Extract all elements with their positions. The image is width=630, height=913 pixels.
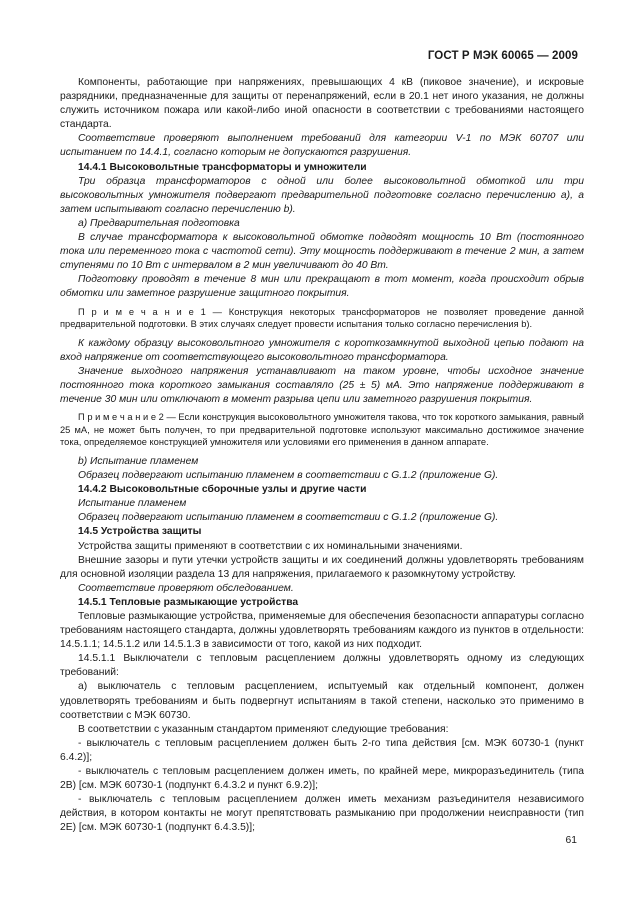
note [60, 306, 584, 331]
list-item: - выключатель с тепловым расцеплением должен иметь, по крайней мере, микроразъединитель (типа 2В) [см. МЭК 60730-1 (подпункт 6.4.3.2 и пункт 6.9.2)]; [60, 766, 584, 792]
paragraph: Компоненты, работающие при напряжениях, превышающих 4 кВ (пиковое значение), и искровые разрядники, предназначенные для защиты от перенапряжений, если в 20.1 нет иного указания, не должны служить источником пожара или какой-либо иной опасности в соответствии с требованиями настоящего стандарта. [60, 77, 584, 131]
section-heading: 14.5.1 Тепловые размыкающие устройства [78, 596, 299, 608]
note-text: — Если конструкция высоковольтного умножителя такова, что ток короткого замыкания, равный 25 мА, не может быть получен, то при предварительной подготовке используют максимально достижимое значение тока, определяемое конструкцией умножителя или условиями его применения в данном аппарате. [60, 412, 584, 448]
paragraph: Три образца трансформаторов с одной или более высоковольтной обмоткой или три высоковольтных умножителя подвергают предварительной подготовке согласно перечислению а), а затем испытывают согласно перечислению b). [60, 175, 584, 215]
section-heading: 14.4.1 Высоковольтные трансформаторы и умножители [78, 161, 367, 173]
paragraph: Подготовку проводят в течение 8 мин или прекращают в тот момент, когда происходит обрыв обмотки или заметное разрушение защитного покрытия. [60, 274, 584, 300]
section-heading: 14.4.2 Высоковольтные сборочные узлы и другие части [78, 484, 367, 496]
paragraph: 14.5.1.1 Выключатели с тепловым расцеплением должны удовлетворять одному из следующих требований: [60, 653, 584, 679]
note [60, 411, 584, 449]
page-number: 61 [565, 835, 577, 846]
document-code: ГОСТ Р МЭК 60065 — 2009 [427, 50, 578, 62]
list-item: - выключатель с тепловым расцеплением должен иметь механизм разъединителя независимого действия, в котором контакты не могут препятствовать размыканию при продолжении неисправности (тип 2Е) [см. МЭК 60730-1 (подпункт 6.4.3.5)]; [60, 794, 584, 834]
note-text: — Конструкция некоторых трансформаторов не позволяет проведение данной предварительной подготовки. В этих случаях следует провести испытания только согласно перечисления b). [60, 306, 584, 330]
list-item: - выключатель с тепловым расцеплением должен быть 2-го типа действия [см. МЭК 60730-1 (пункт 6.4.2)]; [60, 737, 584, 763]
paragraph: Образец подвергают испытанию пламенем в соответствии с G.1.2 (приложение G). [78, 470, 499, 482]
paragraph: Устройства защиты применяют в соответствии с их номинальными значениями. [78, 540, 463, 552]
paragraph: Значение выходного напряжения устанавливают на таком уровне, чтобы исходное значение постоянного тока короткого замыкания составляло (25 ± 5) мА. Это напряжение поддерживают в течение 30 мин или отключают в момент разрыва цепи или заметного разрушения покрытия. [60, 365, 584, 406]
paragraph: Образец подвергают испытанию пламенем в соответствии с G.1.2 (приложение G). [78, 512, 499, 524]
paragraph: а) Предварительная подготовка [78, 217, 240, 229]
paragraph: а) выключатель с тепловым расцеплением, испытуемый как отдельный компонент, должен удовлетворять требованиям и быть подвергнут испытаниям в такой степени, насколько это применимо в соответствии с МЭК 60730. [60, 681, 584, 721]
page-body [60, 76, 584, 835]
paragraph: Тепловые размыкающие устройства, применяемые для обеспечения безопасности аппаратуры согласно требованиям настоящего стандарта, должны удовлетворять требованиям каждого из пунктов в отдельности: 14.5.1.1; 14.5.1.2 или 14.5.1.3 в зависимости от того, какой из них подходит. [60, 610, 584, 651]
paragraph: Соответствие проверяют выполнением требований для категории V-1 по МЭК 60707 или испытанием по 14.4.1, согласно которым не допускаются разрушения. [60, 133, 584, 159]
paragraph: В случае трансформатора к высоковольтной обмотке подводят мощность 10 Вт (постоянного тока или переменного тока с частотой сети). Эту мощность поддерживают в течение 2 мин, а затем ступенями по 10 Вт с интервалом в 2 мин увеличивают до 40 Вт. [60, 232, 584, 272]
paragraph: К каждому образцу высоковольтного умножителя с короткозамкнутой выходной цепью подают на вход напряжение от соответствующего высоковольтного трансформатора. [60, 337, 584, 363]
section-heading: 14.5 Устройства защиты [78, 526, 202, 538]
paragraph: Соответствие проверяют обследованием. [78, 582, 294, 594]
note-label: П р и м е ч а н и е 1 [78, 306, 206, 317]
paragraph: Внешние зазоры и пути утечки устройств защиты и их соединений должны удовлетворять требованиям для основной изоляции раздела 13 для напряжения, прилагаемого к разомкнутому устройству. [60, 554, 584, 580]
paragraph: В соответствии с указанным стандартом применяют следующие требования: [78, 723, 449, 735]
note-label: П р и м е ч а н и е 2 [78, 412, 164, 423]
paragraph: b) Испытание пламенем [78, 455, 199, 467]
paragraph: Испытание пламенем [78, 498, 187, 510]
